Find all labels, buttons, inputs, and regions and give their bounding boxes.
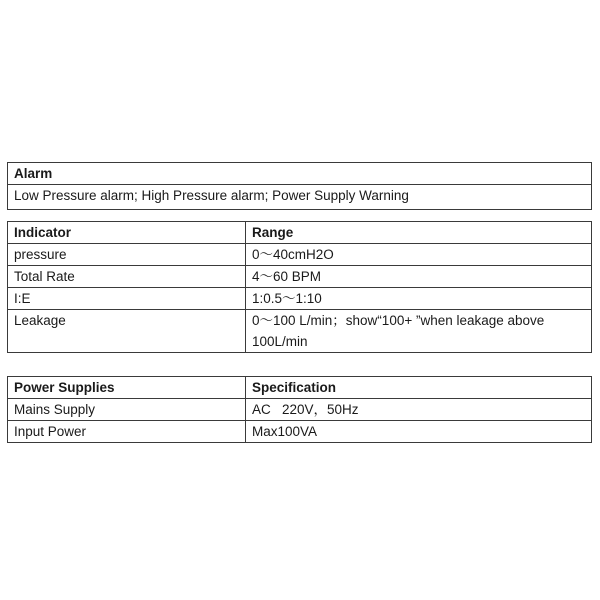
power-item-spec: Max100VA: [246, 421, 592, 443]
indicator-name: Leakage: [8, 310, 246, 353]
power-header-row: [8, 377, 592, 399]
power-item-spec: AC 220V，50Hz: [246, 399, 592, 421]
alarm-text: Low Pressure alarm; High Pressure alarm; Power Supply Warning: [8, 185, 592, 210]
table-row: [8, 421, 592, 443]
power-item-name: Input Power: [8, 421, 246, 443]
alarm-header-row: [8, 163, 592, 185]
indicator-range: 4～60 BPM: [246, 266, 592, 288]
power-item-name: Mains Supply: [8, 399, 246, 421]
indicator-header-row: [8, 222, 592, 244]
alarm-header: Alarm: [8, 163, 592, 185]
indicator-table: [7, 221, 592, 353]
specification-column-header: Specification: [246, 377, 592, 399]
range-column-header: Range: [246, 222, 592, 244]
indicator-range: 0～100 L/min；show“100+ ”when leakage above 100L/min: [246, 310, 592, 353]
indicator-range: 1:0.5～1:10: [246, 288, 592, 310]
indicator-range: 0～40cmH2O: [246, 244, 592, 266]
indicator-name: I:E: [8, 288, 246, 310]
table-row: [8, 244, 592, 266]
power-table: [7, 376, 592, 443]
indicator-column-header: Indicator: [8, 222, 246, 244]
indicator-name: Total Rate: [8, 266, 246, 288]
alarm-body-row: [8, 185, 592, 210]
indicator-name: pressure: [8, 244, 246, 266]
power-supplies-column-header: Power Supplies: [8, 377, 246, 399]
table-row: [8, 310, 592, 353]
table-row: [8, 288, 592, 310]
table-row: [8, 266, 592, 288]
alarm-table: [7, 162, 592, 210]
table-row: [8, 399, 592, 421]
